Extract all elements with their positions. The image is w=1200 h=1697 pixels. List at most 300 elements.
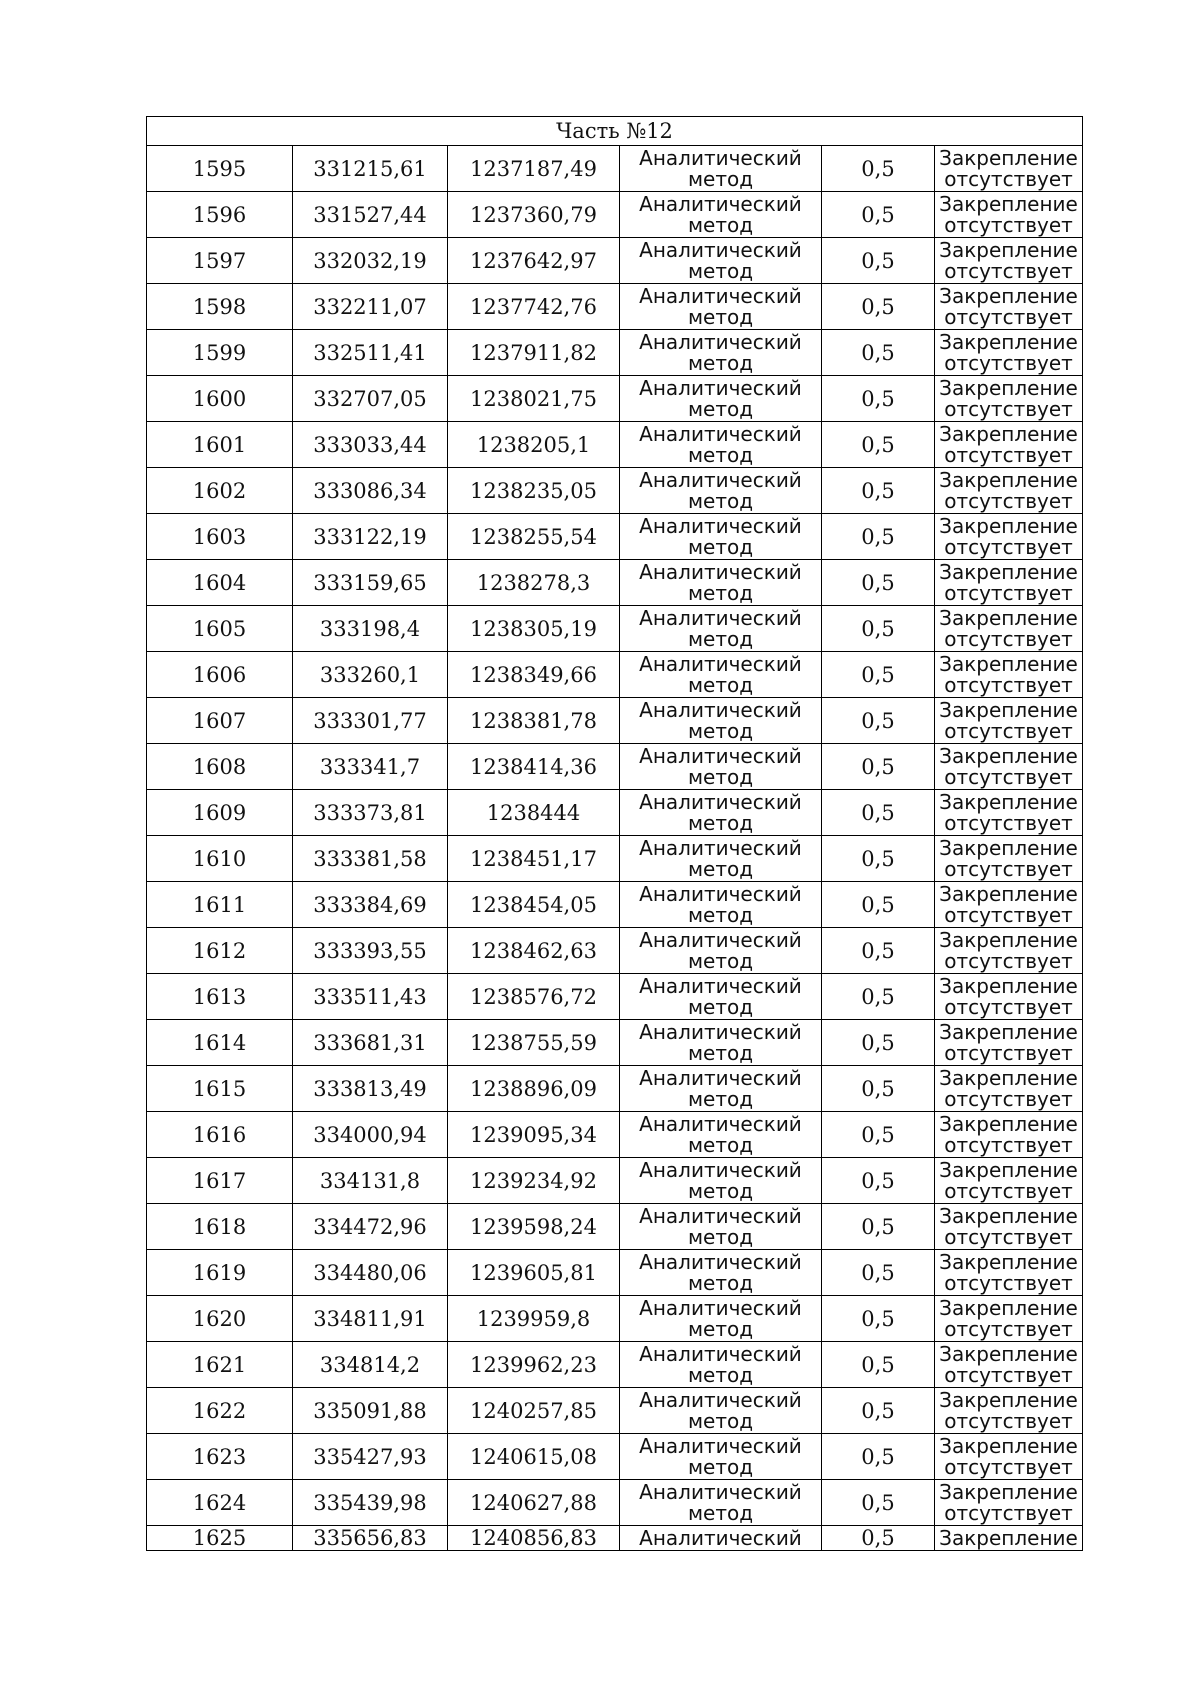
coord-y: 1239962,23 <box>448 1342 620 1388</box>
method-line1: Аналитический <box>639 1387 802 1412</box>
coord-y: 1237187,49 <box>448 146 620 192</box>
method-line2: метод <box>687 1362 754 1387</box>
method-line2: метод <box>687 488 754 513</box>
point-number: 1603 <box>147 514 293 560</box>
method-line2: метод <box>687 902 754 927</box>
method-cell <box>620 698 822 744</box>
table-row <box>147 1066 1083 1112</box>
method-line2: метод <box>687 672 754 697</box>
point-number: 1596 <box>147 192 293 238</box>
method-line2: метод <box>687 810 754 835</box>
coord-x: 335656,83 <box>293 1526 448 1551</box>
method-line2: метод <box>687 1178 754 1203</box>
fixing-line1: Закрепление <box>939 973 1078 998</box>
point-number: 1604 <box>147 560 293 606</box>
point-number: 1617 <box>147 1158 293 1204</box>
method-cell <box>620 560 822 606</box>
fixing-line2: отсутствует <box>944 1408 1073 1433</box>
method-line1: Аналитический <box>639 421 802 446</box>
point-number: 1623 <box>147 1434 293 1480</box>
table-row <box>147 1296 1083 1342</box>
coord-y: 1239959,8 <box>448 1296 620 1342</box>
method-cell <box>620 790 822 836</box>
fixing-line1: Закрепление <box>939 237 1078 262</box>
point-number: 1598 <box>147 284 293 330</box>
fixing-line1: Закрепление <box>939 1249 1078 1274</box>
coord-y: 1238454,05 <box>448 882 620 928</box>
table-row <box>147 1388 1083 1434</box>
table-row <box>147 1158 1083 1204</box>
method-line2: метод <box>687 1270 754 1295</box>
fixing-cell <box>935 606 1083 652</box>
fixing-line2: отсутствует <box>944 764 1073 789</box>
table-row <box>147 376 1083 422</box>
coord-x: 334131,8 <box>293 1158 448 1204</box>
method-line1: Аналитический <box>639 1019 802 1044</box>
table-row <box>147 1434 1083 1480</box>
method-cell <box>620 1434 822 1480</box>
fixing-line1: Закрепление <box>939 513 1078 538</box>
fixing-cell <box>935 1020 1083 1066</box>
fixing-line2: отсутствует <box>944 718 1073 743</box>
accuracy-cell: 0,5 <box>822 1250 935 1296</box>
accuracy-cell: 0,5 <box>822 330 935 376</box>
coord-x: 332707,05 <box>293 376 448 422</box>
fixing-cell <box>935 928 1083 974</box>
accuracy-cell: 0,5 <box>822 836 935 882</box>
fixing-line2: отсутствует <box>944 304 1073 329</box>
coord-x: 333381,58 <box>293 836 448 882</box>
fixing-cell <box>935 1112 1083 1158</box>
method-line2: метод <box>687 580 754 605</box>
coord-y: 1239234,92 <box>448 1158 620 1204</box>
table-row <box>147 606 1083 652</box>
fixing-line2: отсутствует <box>944 212 1073 237</box>
method-line1: Аналитический <box>639 973 802 998</box>
fixing-cell <box>935 238 1083 284</box>
fixing-line2: отсутствует <box>944 1500 1073 1525</box>
fixing-cell <box>935 468 1083 514</box>
coord-x: 332032,19 <box>293 238 448 284</box>
method-line2: метод <box>687 1500 754 1525</box>
fixing-cell <box>935 192 1083 238</box>
method-line1: Аналитический <box>639 283 802 308</box>
method-line2: метод <box>687 396 754 421</box>
coord-x: 333813,49 <box>293 1066 448 1112</box>
point-number: 1614 <box>147 1020 293 1066</box>
method-line2: метод <box>687 304 754 329</box>
fixing-line1: Закрепление <box>939 145 1078 170</box>
method-line2: метод <box>687 166 754 191</box>
fixing-cell <box>935 1204 1083 1250</box>
accuracy-cell: 0,5 <box>822 928 935 974</box>
coord-x: 331215,61 <box>293 146 448 192</box>
fixing-line2: отсутствует <box>944 810 1073 835</box>
method-line1: Аналитический <box>639 1295 802 1320</box>
method-line2: метод <box>687 1224 754 1249</box>
coord-y: 1238021,75 <box>448 376 620 422</box>
point-number: 1600 <box>147 376 293 422</box>
method-cell <box>620 284 822 330</box>
accuracy-cell: 0,5 <box>822 698 935 744</box>
fixing-line2: отсутствует <box>944 442 1073 467</box>
method-cell <box>620 468 822 514</box>
coord-y: 1239605,81 <box>448 1250 620 1296</box>
coord-x: 332511,41 <box>293 330 448 376</box>
point-number: 1616 <box>147 1112 293 1158</box>
point-number: 1620 <box>147 1296 293 1342</box>
coord-x: 334480,06 <box>293 1250 448 1296</box>
fixing-cell <box>935 744 1083 790</box>
fixing-line1: Закрепление <box>939 1295 1078 1320</box>
part-title: Часть №12 <box>147 117 1083 146</box>
fixing-cell <box>935 1250 1083 1296</box>
table-row <box>147 974 1083 1020</box>
point-number: 1619 <box>147 1250 293 1296</box>
method-line1: Аналитический <box>639 513 802 538</box>
coord-x: 334811,91 <box>293 1296 448 1342</box>
method-cell <box>620 1158 822 1204</box>
method-cell <box>620 146 822 192</box>
coord-x: 333681,31 <box>293 1020 448 1066</box>
method-line2: метод <box>687 1132 754 1157</box>
fixing-line2: отсутствует <box>944 1316 1073 1341</box>
table-row-last <box>147 1526 1083 1551</box>
coord-y: 1240856,83 <box>448 1526 620 1551</box>
fixing-line1: Закрепление <box>939 697 1078 722</box>
fixing-cell <box>935 1388 1083 1434</box>
table-row <box>147 1112 1083 1158</box>
method-cell <box>620 1204 822 1250</box>
table-row <box>147 882 1083 928</box>
table-row <box>147 652 1083 698</box>
point-number: 1606 <box>147 652 293 698</box>
accuracy-cell: 0,5 <box>822 882 935 928</box>
fixing-line2: отсутствует <box>944 902 1073 927</box>
coord-x: 333033,44 <box>293 422 448 468</box>
fixing-line1: Закрепление <box>939 1157 1078 1182</box>
point-number: 1605 <box>147 606 293 652</box>
table-row <box>147 192 1083 238</box>
table-row <box>147 468 1083 514</box>
accuracy-cell: 0,5 <box>822 1204 935 1250</box>
accuracy-cell: 0,5 <box>822 192 935 238</box>
method-cell <box>620 652 822 698</box>
method-line1: Аналитический <box>639 559 802 584</box>
method-cell <box>620 1020 822 1066</box>
fixing-line2: отсутствует <box>944 396 1073 421</box>
fixing-line1: Закрепление <box>939 191 1078 216</box>
table-row <box>147 1250 1083 1296</box>
coord-y: 1237911,82 <box>448 330 620 376</box>
method-cell <box>620 192 822 238</box>
coord-y: 1239598,24 <box>448 1204 620 1250</box>
accuracy-cell: 0,5 <box>822 606 935 652</box>
coord-x: 333301,77 <box>293 698 448 744</box>
fixing-cell <box>935 330 1083 376</box>
fixing-line2: отсутствует <box>944 1040 1073 1065</box>
point-number: 1601 <box>147 422 293 468</box>
accuracy-cell: 0,5 <box>822 652 935 698</box>
coord-y: 1237642,97 <box>448 238 620 284</box>
method-line1: Аналитический <box>639 1203 802 1228</box>
method-line1: Аналитический <box>639 1249 802 1274</box>
method-cell <box>620 1066 822 1112</box>
accuracy-cell: 0,5 <box>822 790 935 836</box>
fixing-cell <box>935 376 1083 422</box>
coord-y: 1237742,76 <box>448 284 620 330</box>
point-number: 1625 <box>147 1526 293 1551</box>
method-line1: Аналитический <box>639 605 802 630</box>
fixing-cell <box>935 1296 1083 1342</box>
point-number: 1621 <box>147 1342 293 1388</box>
accuracy-cell: 0,5 <box>822 376 935 422</box>
method-line1: Аналитический <box>639 191 802 216</box>
fixing-cell <box>935 1342 1083 1388</box>
fixing-line1: Закрепление <box>939 559 1078 584</box>
coord-x: 333341,7 <box>293 744 448 790</box>
fixing-cell <box>935 514 1083 560</box>
accuracy-cell: 0,5 <box>822 1158 935 1204</box>
coord-y: 1238444 <box>448 790 620 836</box>
method-cell <box>620 1480 822 1526</box>
coord-x: 334000,94 <box>293 1112 448 1158</box>
coord-y: 1238414,36 <box>448 744 620 790</box>
coord-x: 331527,44 <box>293 192 448 238</box>
method-line1: Аналитический <box>639 1479 802 1504</box>
coordinates-sheet <box>146 116 1082 1551</box>
fixing-line1: Закрепление <box>939 1065 1078 1090</box>
method-line1: Аналитический <box>639 835 802 860</box>
method-line1: Аналитический <box>639 927 802 952</box>
fixing-line1: Закрепление <box>939 467 1078 492</box>
accuracy-cell: 0,5 <box>822 1112 935 1158</box>
coord-y: 1238381,78 <box>448 698 620 744</box>
point-number: 1597 <box>147 238 293 284</box>
fixing-line2: отсутствует <box>944 580 1073 605</box>
fixing-cell <box>935 974 1083 1020</box>
method-line1: Аналитический <box>639 1433 802 1458</box>
fixing-line2: отсутствует <box>944 1132 1073 1157</box>
method-cell <box>620 422 822 468</box>
accuracy-cell: 0,5 <box>822 1342 935 1388</box>
table-row <box>147 560 1083 606</box>
point-number: 1607 <box>147 698 293 744</box>
accuracy-cell: 0,5 <box>822 238 935 284</box>
coord-y: 1240257,85 <box>448 1388 620 1434</box>
method-line2: метод <box>687 626 754 651</box>
coord-x: 333373,81 <box>293 790 448 836</box>
fixing-line2: отсутствует <box>944 856 1073 881</box>
method-line2: метод <box>687 534 754 559</box>
coord-x: 333159,65 <box>293 560 448 606</box>
fixing-cell <box>935 284 1083 330</box>
fixing-line2: отсутствует <box>944 350 1073 375</box>
method-line2: метод <box>687 350 754 375</box>
coord-y: 1238462,63 <box>448 928 620 974</box>
accuracy-cell: 0,5 <box>822 422 935 468</box>
table-row <box>147 284 1083 330</box>
method-cell <box>620 836 822 882</box>
method-line1: Аналитический <box>639 375 802 400</box>
method-cell <box>620 928 822 974</box>
table-row <box>147 1204 1083 1250</box>
coord-y: 1238278,3 <box>448 560 620 606</box>
fixing-cell <box>935 1480 1083 1526</box>
coord-y: 1238255,54 <box>448 514 620 560</box>
fixing-line2: отсутствует <box>944 258 1073 283</box>
table-row <box>147 836 1083 882</box>
coord-x: 335427,93 <box>293 1434 448 1480</box>
method-line1: Аналитический <box>639 789 802 814</box>
fixing-line2: отсутствует <box>944 534 1073 559</box>
method-line1: Аналитический <box>639 467 802 492</box>
point-number: 1611 <box>147 882 293 928</box>
fixing-line1: Закрепление <box>939 283 1078 308</box>
point-number: 1609 <box>147 790 293 836</box>
coord-x: 333122,19 <box>293 514 448 560</box>
method-line2: метод <box>687 212 754 237</box>
fixing-cell <box>935 1158 1083 1204</box>
accuracy-cell: 0,5 <box>822 1066 935 1112</box>
coordinates-table <box>146 116 1083 1551</box>
point-number: 1618 <box>147 1204 293 1250</box>
coord-y: 1238349,66 <box>448 652 620 698</box>
method-line2: метод <box>687 1040 754 1065</box>
method-cell <box>620 606 822 652</box>
accuracy-cell: 0,5 <box>822 1434 935 1480</box>
fixing-line1: Закрепление <box>939 1433 1078 1458</box>
method-line2: метод <box>687 948 754 973</box>
fixing-cell <box>935 422 1083 468</box>
method-line1: Аналитический <box>639 697 802 722</box>
method-line2: метод <box>687 856 754 881</box>
fixing-line1: Закрепление <box>939 1019 1078 1044</box>
coord-x: 333393,55 <box>293 928 448 974</box>
coord-y: 1238235,05 <box>448 468 620 514</box>
accuracy-cell: 0,5 <box>822 1296 935 1342</box>
table-header-row <box>147 117 1083 146</box>
fixing-line2: отсутствует <box>944 626 1073 651</box>
fixing-line2: отсутствует <box>944 994 1073 1019</box>
fixing-line2: отсутствует <box>944 1454 1073 1479</box>
fixing-line1: Закрепление <box>939 743 1078 768</box>
coord-x: 335439,98 <box>293 1480 448 1526</box>
table-row <box>147 1342 1083 1388</box>
coord-y: 1238305,19 <box>448 606 620 652</box>
fixing-cell <box>935 698 1083 744</box>
fixing-cell <box>935 560 1083 606</box>
method-line1: Аналитический <box>639 145 802 170</box>
coord-y: 1238451,17 <box>448 836 620 882</box>
coord-x: 334472,96 <box>293 1204 448 1250</box>
point-number: 1613 <box>147 974 293 1020</box>
fixing-line1: Закрепление <box>939 651 1078 676</box>
method-cell <box>620 882 822 928</box>
coord-x: 332211,07 <box>293 284 448 330</box>
fixing-cell <box>935 882 1083 928</box>
table-row <box>147 744 1083 790</box>
fixing-line1: Закрепление <box>939 329 1078 354</box>
accuracy-cell: 0,5 <box>822 560 935 606</box>
method-line2: метод <box>687 1408 754 1433</box>
fixing-cell <box>935 146 1083 192</box>
coord-x: 333260,1 <box>293 652 448 698</box>
method-line1: Аналитический <box>639 881 802 906</box>
fixing-line1: Закрепление <box>939 421 1078 446</box>
table-row <box>147 698 1083 744</box>
table-row <box>147 146 1083 192</box>
accuracy-cell: 0,5 <box>822 1388 935 1434</box>
method-cell <box>620 330 822 376</box>
fixing-line2: отсутствует <box>944 1362 1073 1387</box>
point-number: 1610 <box>147 836 293 882</box>
fixing-line1: Закрепление <box>939 1387 1078 1412</box>
method-cell <box>620 1296 822 1342</box>
method-line1: Аналитический <box>639 329 802 354</box>
table-row <box>147 790 1083 836</box>
method-cell <box>620 1250 822 1296</box>
accuracy-cell: 0,5 <box>822 1526 935 1551</box>
method-cell <box>620 238 822 284</box>
method-line1: Аналитический <box>639 237 802 262</box>
method-line1: Аналитический <box>639 651 802 676</box>
fixing-line2: отсутствует <box>944 1224 1073 1249</box>
fixing-line1: Закрепление <box>939 1203 1078 1228</box>
method-line2: метод <box>687 764 754 789</box>
method-cell <box>620 1342 822 1388</box>
table-row <box>147 928 1083 974</box>
coord-y: 1240615,08 <box>448 1434 620 1480</box>
fixing-line1: Закрепление <box>939 881 1078 906</box>
method-line2: метод <box>687 994 754 1019</box>
fixing-line2: отсутствует <box>944 1178 1073 1203</box>
method-line2: метод <box>687 442 754 467</box>
fixing-cell <box>935 836 1083 882</box>
method-line1: Аналитический <box>639 1341 802 1366</box>
table-row <box>147 330 1083 376</box>
accuracy-cell: 0,5 <box>822 744 935 790</box>
accuracy-cell: 0,5 <box>822 284 935 330</box>
method-line1: Аналитический <box>639 1111 802 1136</box>
accuracy-cell: 0,5 <box>822 1480 935 1526</box>
fixing-line2: отсутствует <box>944 948 1073 973</box>
coord-x: 333198,4 <box>293 606 448 652</box>
accuracy-cell: 0,5 <box>822 514 935 560</box>
table-row <box>147 422 1083 468</box>
method-cell <box>620 514 822 560</box>
fixing-line1: Закрепление <box>939 835 1078 860</box>
fixing-line1: Закрепление <box>939 789 1078 814</box>
coord-y: 1238576,72 <box>448 974 620 1020</box>
method-line2: метод <box>687 258 754 283</box>
method-cell <box>620 1388 822 1434</box>
accuracy-cell: 0,5 <box>822 146 935 192</box>
accuracy-cell: 0,5 <box>822 468 935 514</box>
method-line2: метод <box>687 718 754 743</box>
method-line1: Аналитический <box>639 743 802 768</box>
method-line1: Аналитический <box>639 1157 802 1182</box>
fixing-line1: Закрепление <box>939 1341 1078 1366</box>
table-row <box>147 1480 1083 1526</box>
coord-y: 1240627,88 <box>448 1480 620 1526</box>
coord-x: 334814,2 <box>293 1342 448 1388</box>
fixing-cell <box>935 790 1083 836</box>
method-cell <box>620 1112 822 1158</box>
method-cell <box>620 974 822 1020</box>
method-cell <box>620 376 822 422</box>
method-line2: метод <box>687 1086 754 1111</box>
